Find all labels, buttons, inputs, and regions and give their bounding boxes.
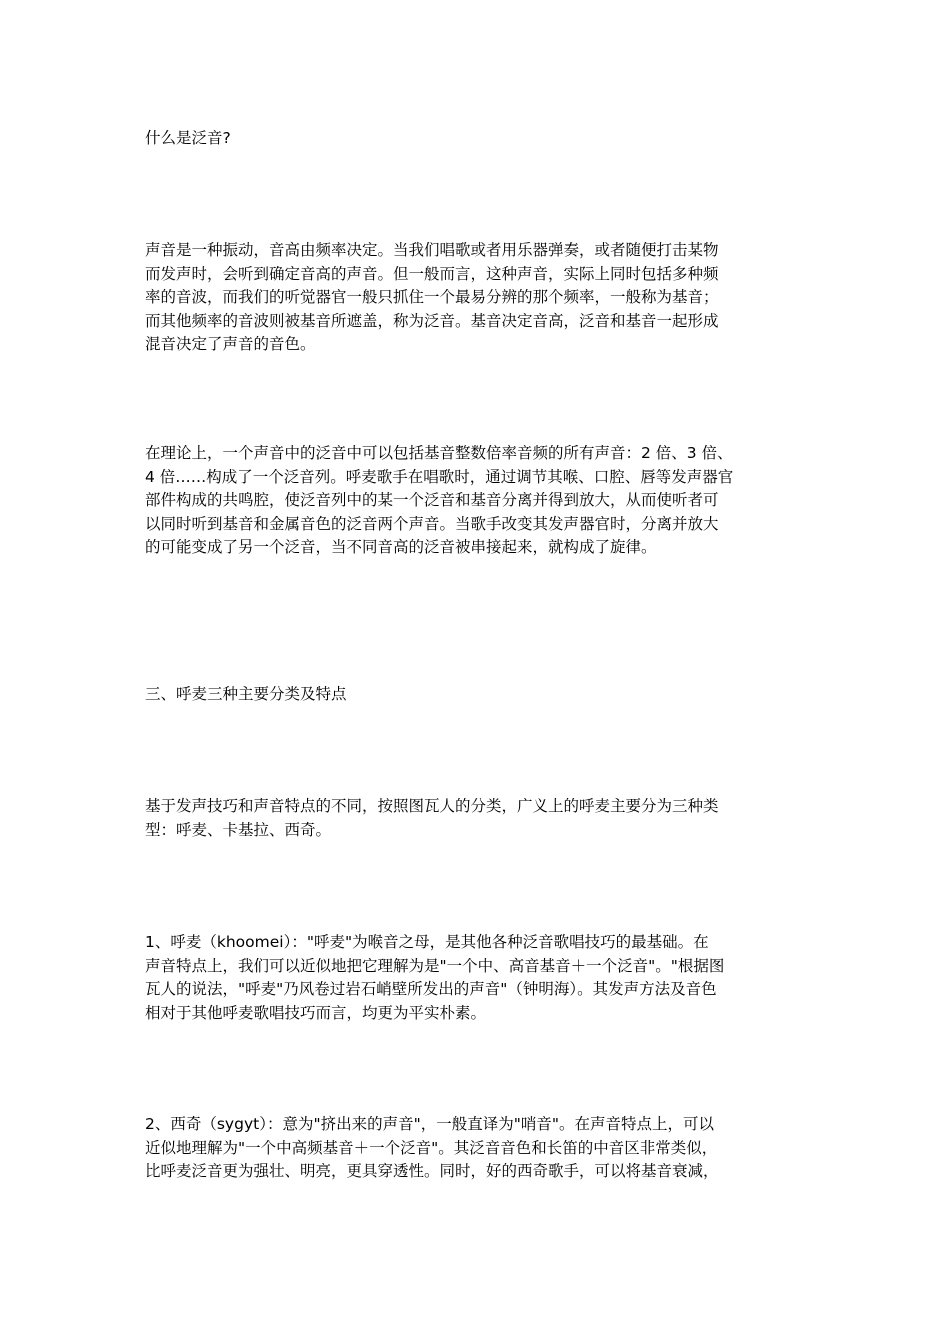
paragraph-sygyt: 2、西奇（sygyt）：意为"挤出来的声音"，一般直译为"哨音"。在声音特点上，可以 近似地理解为"一个中高频基音＋一个泛音"。其泛音音色和长笛的中音区非常类似， 比呼麦泛音更为强壮、明亮，更具穿透性。同时，好的西奇歌手，可以将基音衰减，: [145, 1115, 719, 1180]
paragraph-classification-intro: 基于发声技巧和声音特点的不同，按照图瓦人的分类，广义上的呼麦主要分为三种类 型：呼麦、卡基拉、西奇。: [145, 797, 719, 839]
paragraph-overtone-theory: 在理论上，一个声音中的泛音中可以包括基音整数倍率音频的所有声音：2 倍、3 倍、 4 倍……构成了一个泛音列。呼麦歌手在唱歌时，通过调节其喉、口腔、唇等发声器官 部件构成的共鸣腔，使泛音列中的某一个泛音和基音分离并得到放大，从而使听者可 以同时听到基音和金属音色的泛音两个声音。当歌手改变其发声器官时，分离并放大 的可能变成了另一个泛音，当不同音高的泛音被串接起来，就构成了旋律。: [145, 444, 734, 556]
paragraph-khoomei: 1、呼麦（khoomei）："呼麦"为喉音之母，是其他各种泛音歌唱技巧的最基础。在 声音特点上，我们可以近似地把它理解为是"一个中、高音基音＋一个泛音"。"根据图 瓦人的说法，"呼麦"乃风卷过岩石峭壁所发出的声音"（钟明海）。其发声方法及音色 相对于其他呼麦歌唱技巧而言，均更为平实朴素。: [145, 933, 725, 1022]
section-heading: 三、呼麦三种主要分类及特点: [145, 685, 347, 703]
question-title: 什么是泛音?: [145, 129, 231, 147]
paragraph-overtone-definition: 声音是一种振动，音高由频率决定。当我们唱歌或者用乐器弹奏，或者随便打击某物 而发声时，会听到确定音高的声音。但一般而言，这种声音，实际上同时包括多种频 率的音波，而我们的听觉器官一般只抓住一个最易分辨的那个频率，一般称为基音； 而其他频率的音波则被基音所遮盖，称为泛音。基音决定音高，泛音和基音一起形成 混音决定了声音的音色。: [145, 241, 719, 353]
